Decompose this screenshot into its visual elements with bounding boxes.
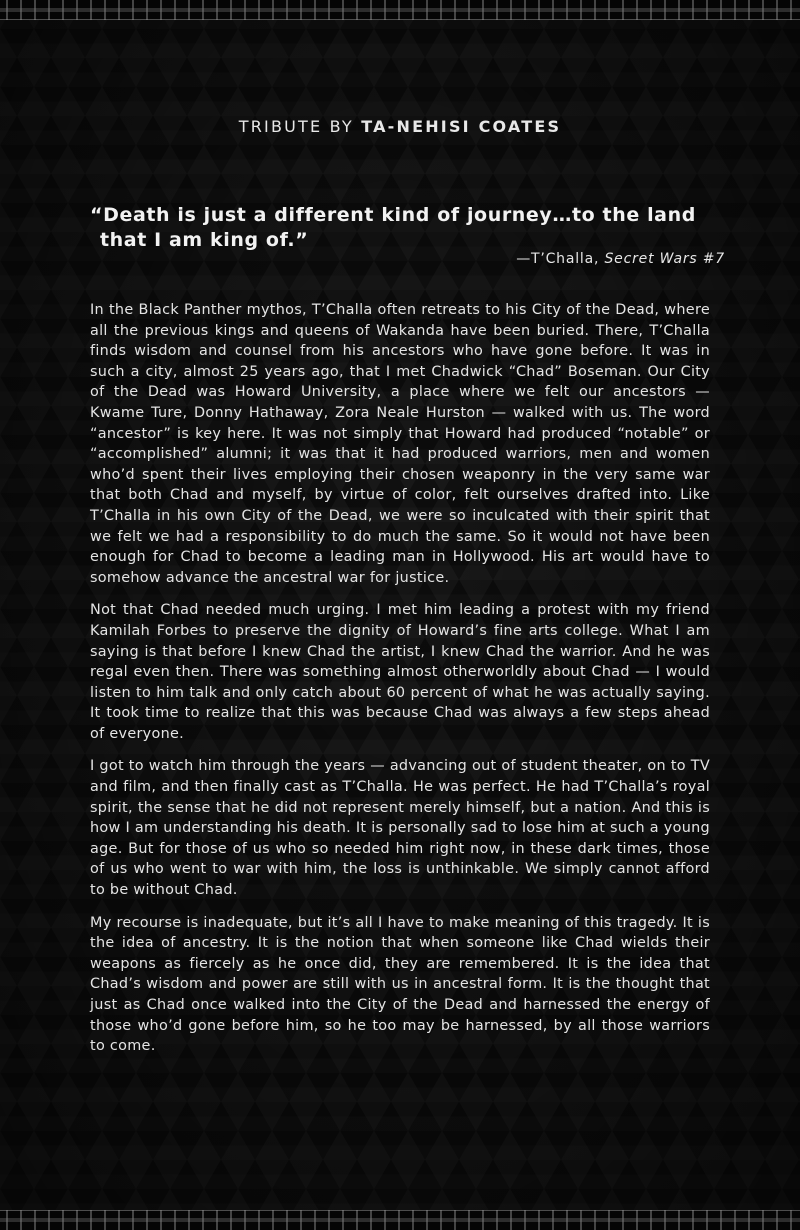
body-paragraph: In the Black Panther mythos, T’Challa often retreats to his City of the Dead, where all the previous kings and queens of Wakanda have been buried. There, T’Challa finds wisdom and counsel from his ancestors who have gone before. It was in such a city, almost 25 years ago, that I met Chadwick “Chad” Boseman. Our City of the Dead was Howard University, a place where we felt our ancestors — Kwame Ture, Donny Hathaway, Zora Neale Hurston — walked with us. The word “ancestor” is key here. It was not simply that Howard had produced “notable” or “accomplished” alumni; it was that it had produced warriors, men and women who’d spent their lives employing their chosen weaponry in the very same war that both Chad and myself, by virtue of color, felt ourselves drafted into. Like T’Challa in his own City of the Dead, we were so inculcated with their spirit that we felt we had a responsibility to do much the same. So it would not have been enough for Chad to become a leading man in Hollywood. His art would have to somehow advance the ancestral war for justice.: [90, 302, 710, 586]
tribute-body: [90, 300, 710, 1069]
header-prefix: TRIBUTE BY: [238, 117, 354, 136]
attribution-source: Secret Wars #7: [604, 251, 725, 267]
top-decorative-border: [0, 0, 800, 20]
tribute-header: [0, 117, 800, 136]
bottom-decorative-border: [0, 1210, 800, 1230]
body-paragraph: I got to watch him through the years — advancing out of student theater, on to TV and film, and then finally cast as T’Challa. He was perfect. He had T’Challa’s royal spirit, the sense that he did not represent merely himself, but a nation. And this is how I am understanding his death. It is personally sad to lose him at such a young age. But for those of us who so needed him right now, in these dark times, those of us who went to war with him, the loss is unthinkable. We simply cannot afford to be without Chad.: [90, 758, 710, 899]
attribution-speaker: —T’Challa,: [516, 251, 600, 267]
header-author: TA-NEHISI COATES: [361, 117, 562, 136]
quote-attribution: [400, 251, 725, 267]
body-paragraph: Not that Chad needed much urging. I met him leading a protest with my friend Kamilah Forbes to preserve the dignity of Howard’s fine arts college. What I am saying is that before I knew Chad the artist, I knew Chad the warrior. And he was regal even then. There was something almost otherworldly about Chad — I would listen to him talk and only catch about 60 percent of what he was actually saying. It took time to realize that this was because Chad was always a few steps ahead of everyone.: [90, 602, 710, 742]
body-paragraph: My recourse is inadequate, but it’s all I have to make meaning of this tragedy. It is the idea of ancestry. It is the notion that when someone like Chad wields their weapons as fiercely as he once did, they are remembered. It is the idea that Chad’s wisdom and power are still with us in ancestral form. It is the thought that just as Chad once walked into the City of the Dead and harnessed the energy of those who’d gone before him, so he too may be harnessed, by all those warriors to come.: [90, 914, 710, 1055]
quote-line-1: “Death is just a different kind of journey…to the land: [90, 204, 696, 226]
quote-line-2: that I am king of.”: [100, 229, 309, 251]
epigraph-quote: [90, 203, 730, 253]
